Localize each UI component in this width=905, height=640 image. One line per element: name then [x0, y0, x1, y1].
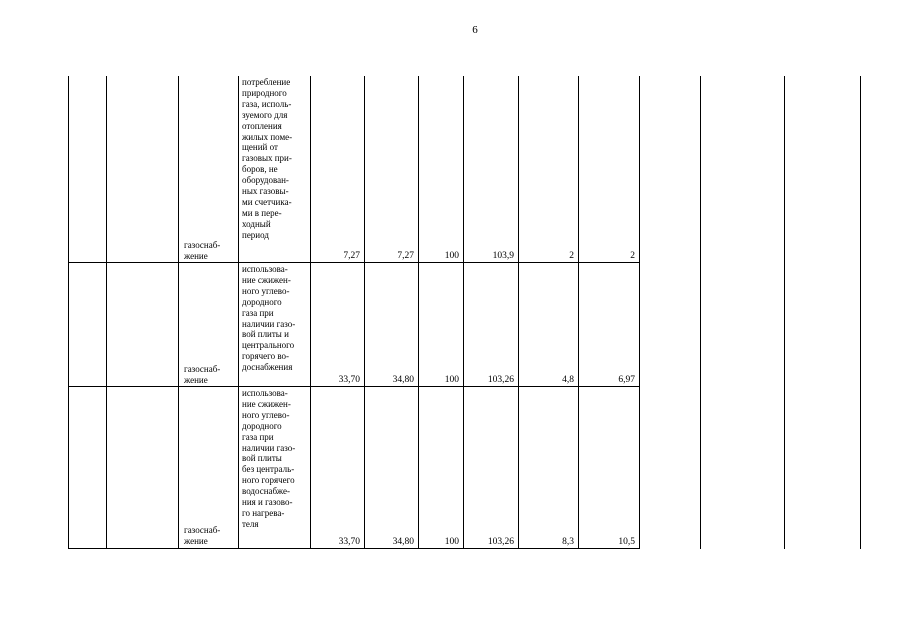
value-cell: 2 — [569, 251, 574, 261]
value-cell: 34,80 — [392, 375, 414, 385]
value-cell: 4,8 — [562, 375, 574, 385]
value-cell: 100 — [444, 251, 459, 261]
value-cell: 8,3 — [562, 537, 574, 547]
value-cell: 103,26 — [487, 537, 514, 547]
value-cell: 103,9 — [492, 251, 514, 261]
column-divider — [700, 76, 701, 549]
row-divider — [68, 262, 640, 263]
column-divider — [310, 76, 311, 549]
service-cell: газоснаб- жение — [184, 364, 221, 385]
page-number: 6 — [472, 24, 478, 36]
description-cell: использова- ние сжижен- ного углево- дородного газа при наличии газо- вой плиты без централь- ного горячего водоснабже- ния и газово- го нагрева- теля — [242, 388, 296, 529]
value-cell: 34,80 — [392, 537, 414, 547]
column-divider — [68, 76, 69, 549]
column-divider — [518, 76, 519, 549]
service-cell: газоснаб- жение — [184, 240, 221, 261]
column-divider — [639, 76, 640, 549]
row-divider — [68, 386, 640, 387]
column-divider — [463, 76, 464, 549]
value-cell: 103,26 — [487, 375, 514, 385]
value-cell: 33,70 — [338, 537, 360, 547]
column-divider — [178, 76, 179, 549]
value-cell: 7,27 — [397, 251, 414, 261]
column-divider — [418, 76, 419, 549]
description-cell: потребление природного газа, исполь- зуемого для отопления жилых поме- щений от газовых при- боров, не оборудован- ных газовы- ми счетчика- ми в пере- ходный период — [242, 77, 293, 240]
value-cell: 6,97 — [618, 375, 635, 385]
value-cell: 100 — [444, 537, 459, 547]
service-cell: газоснаб- жение — [184, 525, 221, 546]
column-divider — [364, 76, 365, 549]
table-bottom-border — [68, 548, 640, 549]
description-cell: использова- ние сжижен- ного углево- дородного газа при наличии газо- вой плиты и центрального горячего во- доснабжения — [242, 264, 296, 373]
value-cell: 33,70 — [338, 375, 360, 385]
value-cell: 100 — [444, 375, 459, 385]
column-divider — [860, 76, 861, 549]
column-divider — [106, 76, 107, 549]
value-cell: 10,5 — [618, 537, 635, 547]
column-divider — [578, 76, 579, 549]
value-cell: 7,27 — [343, 251, 360, 261]
column-divider — [784, 76, 785, 549]
value-cell: 2 — [630, 251, 635, 261]
column-divider — [238, 76, 239, 549]
